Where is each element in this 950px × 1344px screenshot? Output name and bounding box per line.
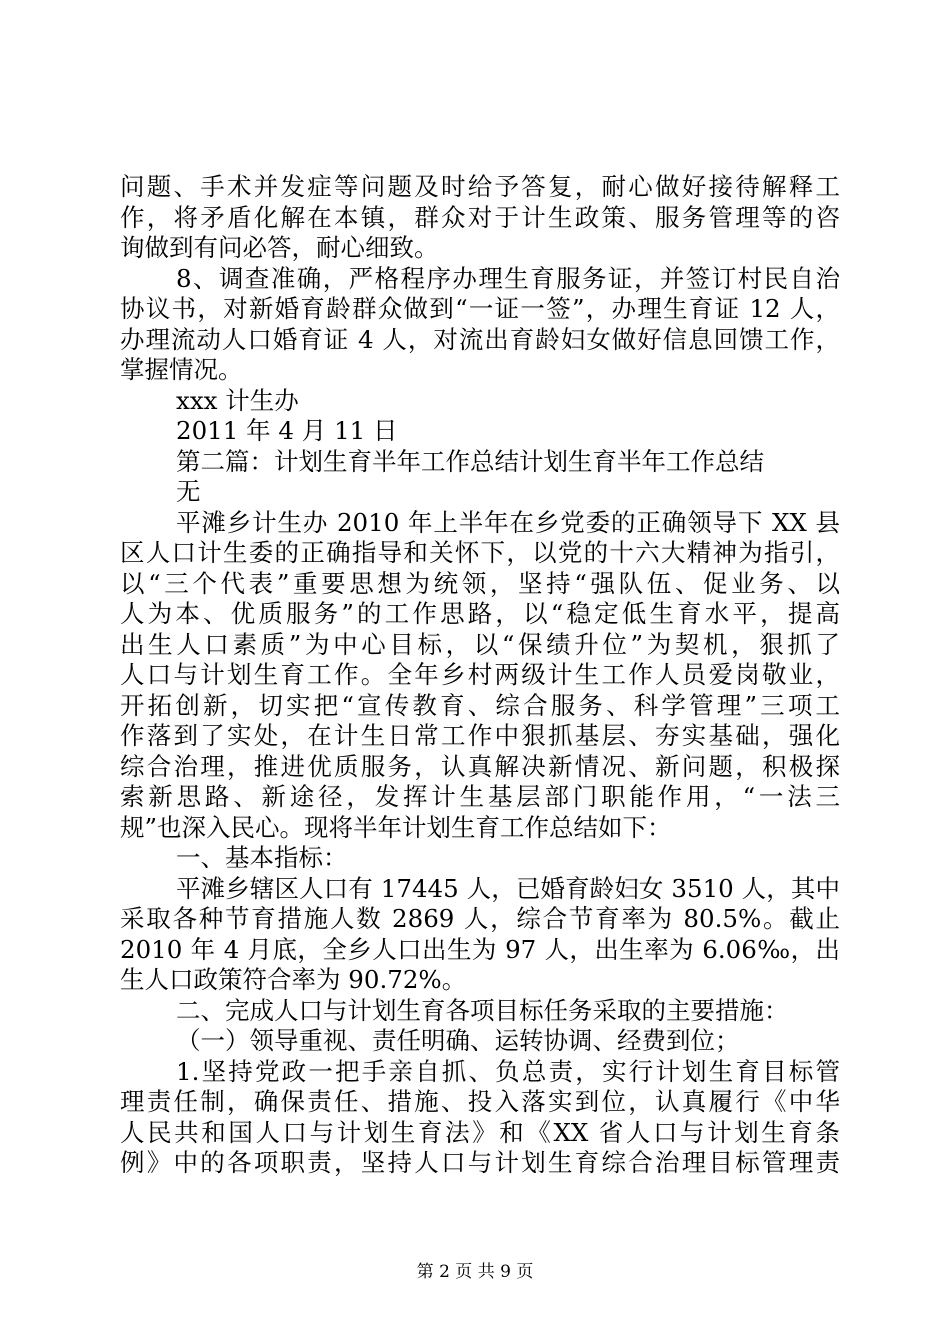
text-line: 例》中的各项职责，坚持人口与计划生育综合治理目标管理责 (120, 1148, 840, 1177)
subsection-heading: （一）领导重视、责任明确、运转协调、经费到位； (176, 1026, 740, 1055)
text-line: 综合治理，推进优质服务，认真解决新情况、新问题，积极探 (120, 751, 840, 781)
text-line: 2010 年 4 月底，全乡人口出生为 97 人，出生率为 6.06‰，出 (120, 934, 840, 964)
text-line: 1.坚持党政一把手亲自抓、负总责，实行计划生育目标管 (176, 1056, 840, 1086)
section-title: 第二篇：计划生育半年工作总结计划生育半年工作总结 (176, 446, 764, 476)
signature-org: xxx 计生办 (176, 385, 299, 415)
text-line: 作，将矛盾化解在本镇，群众对于计生政策、服务管理等的咨 (120, 202, 840, 232)
section-heading: 二、完成人口与计划生育各项目标任务采取的主要措施： (176, 995, 789, 1025)
text-line: 询做到有问必答，耐心细致。 (120, 233, 439, 262)
text-line: 理责任制，确保责任、措施、投入落实到位，认真履行《中华 (120, 1087, 840, 1116)
text-line: 人口与计划生育工作。全年乡村两级计生工作人员爱岗敬业， (120, 660, 840, 689)
text-line: 生人口政策符合率为 90.72%。 (120, 965, 467, 994)
signature-date: 2011 年 4 月 11 日 (176, 416, 398, 445)
text-line: 办理流动人口婚育证 4 人，对流出育龄妇女做好信息回馈工作， (120, 324, 840, 354)
text-line: 人民共和国人口与计划生育法》和《XX 省人口与计划生育条 (120, 1117, 840, 1147)
text-line: 协议书，对新婚育龄群众做到“一证一签”，办理生育证 12 人， (120, 294, 840, 323)
text-line: 问题、手术并发症等问题及时给予答复，耐心做好接待解释工 (120, 172, 840, 201)
text-line: 掌握情况。 (120, 355, 243, 384)
text-line: 8、调查准确，严格程序办理生育服务证，并签订村民自治 (176, 263, 840, 293)
page-number: 第 2 页 共 9 页 (416, 1262, 534, 1282)
text-line: 作落到了实处，在计生日常工作中狠抓基层、夯实基础，强化 (120, 721, 840, 750)
text-line: 平滩乡计生办 2010 年上半年在乡党委的正确领导下 XX 县 (176, 507, 840, 537)
text-line: 无 (176, 477, 201, 506)
text-line: 平滩乡辖区人口有 17445 人，已婚育龄妇女 3510 人，其中 (176, 873, 840, 903)
text-line: 索新思路、新途径，发挥计生基层部门职能作用，“一法三 (120, 782, 840, 811)
section-heading: 一、基本指标： (176, 843, 348, 872)
text-line: 人为本、优质服务”的工作思路，以“稳定低生育水平，提高 (120, 599, 840, 628)
text-line: 采取各种节育措施人数 2869 人，综合节育率为 80.5%。截止 (120, 904, 840, 933)
document-body (120, 172, 840, 1179)
text-line: 区人口计生委的正确指导和关怀下，以党的十六大精神为指引， (120, 538, 840, 567)
text-line: 规”也深入民心。现将半年计划生育工作总结如下： (120, 812, 672, 842)
page-footer (0, 1262, 950, 1282)
text-line: 出生人口素质”为中心目标，以“保绩升位”为契机，狠抓了 (120, 629, 840, 659)
text-line: 开拓创新，切实把“宣传教育、综合服务、科学管理”三项工 (120, 690, 840, 720)
text-line: 以“三个代表”重要思想为统领，坚持“强队伍、促业务、以 (120, 568, 840, 598)
